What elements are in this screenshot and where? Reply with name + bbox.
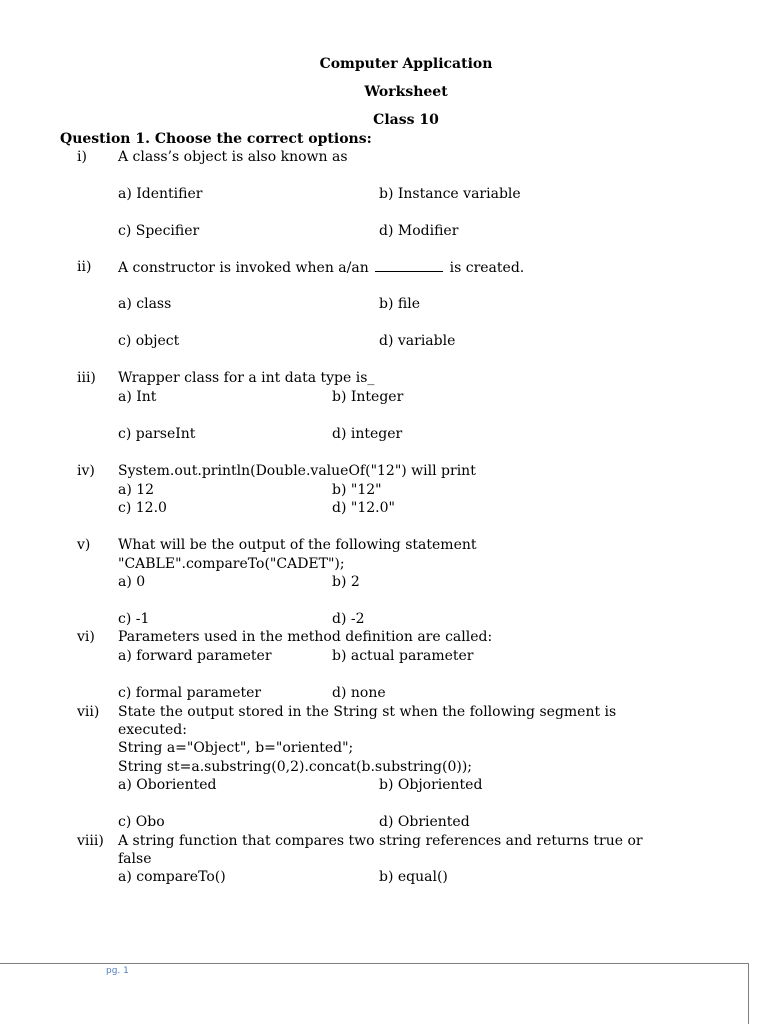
item-number: vi) xyxy=(77,629,95,645)
item-stem xyxy=(118,258,524,277)
document-title: Computer Application xyxy=(319,56,493,72)
option-a: a) 12 xyxy=(118,482,155,498)
item-number: i) xyxy=(77,149,87,165)
item-stem-line-2: "CABLE".compareTo("CADET"); xyxy=(118,556,345,572)
option-d: d) "12.0" xyxy=(332,500,395,516)
option-d: d) integer xyxy=(332,426,403,442)
option-a: a) forward parameter xyxy=(118,648,272,664)
item-number: viii) xyxy=(77,833,104,849)
document-subtitle: Worksheet xyxy=(364,84,448,100)
item-number: ii) xyxy=(77,259,92,275)
option-b: b) 2 xyxy=(332,574,360,590)
option-a: a) 0 xyxy=(118,574,146,590)
item-stem: Wrapper class for a int data type is_ xyxy=(118,370,375,386)
item-stem-line-1: What will be the output of the following statement xyxy=(118,537,477,553)
class-label: Class 10 xyxy=(373,112,439,128)
option-b: b) "12" xyxy=(332,482,382,498)
option-b: b) Instance variable xyxy=(379,186,521,202)
item-stem: System.out.println(Double.valueOf("12") will print xyxy=(118,463,476,479)
stem-after-blank: is created. xyxy=(449,260,525,276)
item-number: iv) xyxy=(77,463,95,479)
option-d: d) variable xyxy=(379,333,456,349)
option-a: a) Int xyxy=(118,389,157,405)
footer-border xyxy=(748,963,749,1024)
option-b: b) Objoriented xyxy=(379,777,483,793)
code-line-1: String a="Object", b="oriented"; xyxy=(118,740,354,756)
item-number: vii) xyxy=(77,704,100,720)
item-stem: Parameters used in the method definition are called: xyxy=(118,629,493,645)
option-b: b) actual parameter xyxy=(332,648,474,664)
item-number: iii) xyxy=(77,370,96,386)
stem-before-blank: A constructor is invoked when a/an xyxy=(118,260,369,276)
option-b: b) equal() xyxy=(379,869,448,885)
option-d: d) -2 xyxy=(332,611,365,627)
option-d: d) Modifier xyxy=(379,223,459,239)
option-c: c) Obo xyxy=(118,814,165,830)
option-d: d) Obriented xyxy=(379,814,470,830)
option-c: c) 12.0 xyxy=(118,500,167,516)
option-a: a) Identifier xyxy=(118,186,203,202)
option-a: a) compareTo() xyxy=(118,869,226,885)
option-c: c) parseInt xyxy=(118,426,196,442)
code-line-2: String st=a.substring(0,2).concat(b.substring(0)); xyxy=(118,759,473,775)
item-stem-line-1: A string function that compares two string references and returns true or xyxy=(118,833,643,849)
option-a: a) Oboriented xyxy=(118,777,217,793)
question-title: Question 1. Choose the correct options: xyxy=(60,131,372,147)
item-stem: A class’s object is also known as xyxy=(118,149,348,165)
item-stem-line-1: State the output stored in the String st when the following segment is xyxy=(118,704,617,720)
footer-divider xyxy=(0,963,748,964)
fill-blank xyxy=(375,258,443,272)
item-stem-line-2: executed: xyxy=(118,722,187,738)
option-d: d) none xyxy=(332,685,386,701)
option-a: a) class xyxy=(118,296,172,312)
option-b: b) Integer xyxy=(332,389,404,405)
option-b: b) file xyxy=(379,296,420,312)
option-c: c) formal parameter xyxy=(118,685,262,701)
option-c: c) Specifier xyxy=(118,223,200,239)
page-number: pg. 1 xyxy=(106,966,129,976)
option-c: c) -1 xyxy=(118,611,150,627)
item-stem-line-2: false xyxy=(118,851,152,867)
item-number: v) xyxy=(77,537,91,553)
option-c: c) object xyxy=(118,333,180,349)
